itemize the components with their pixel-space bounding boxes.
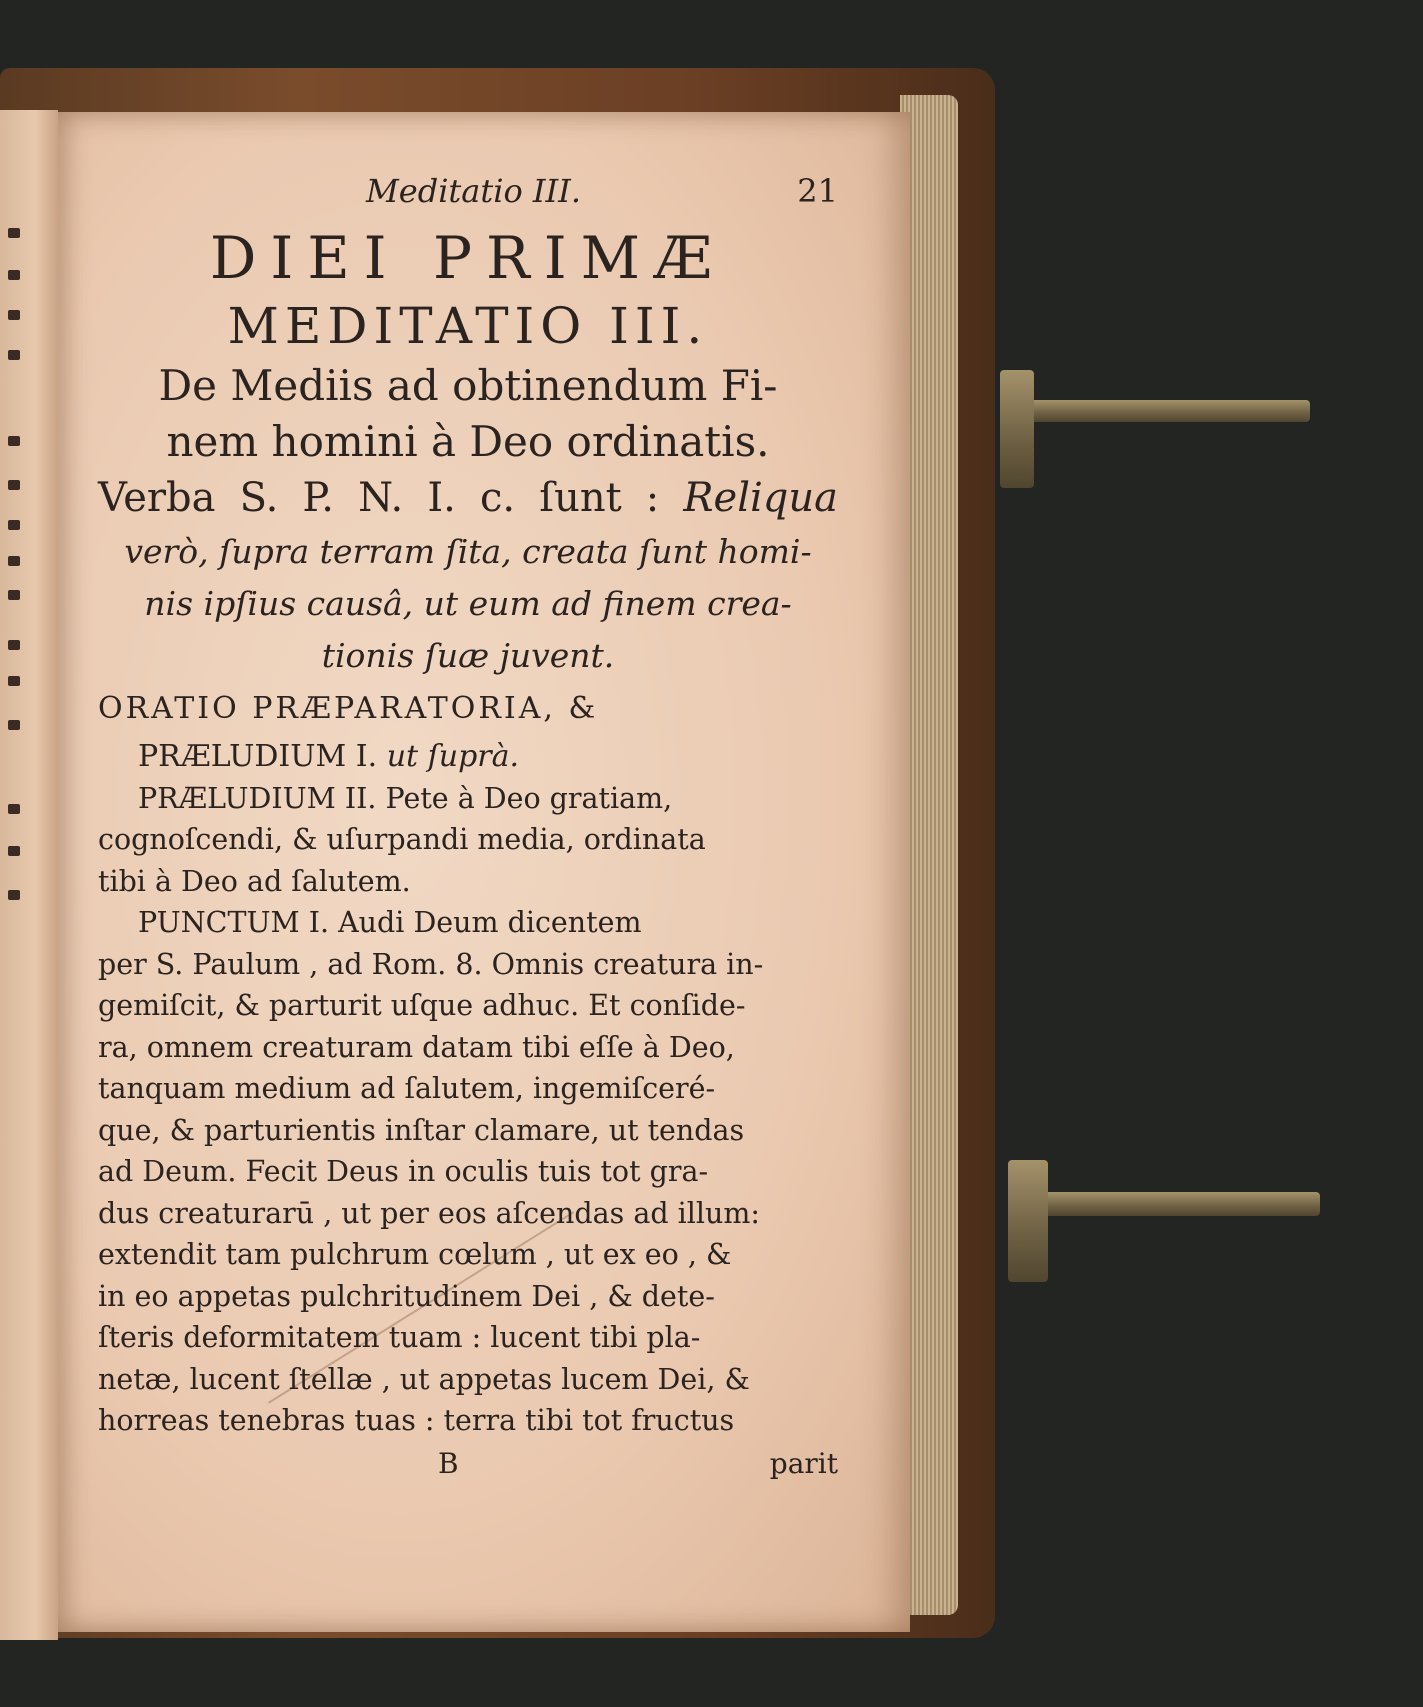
body-line: que, & parturientis inſtar clamare, ut tendas: [98, 1113, 745, 1147]
title-line-1: DIEI PRIMÆ: [209, 224, 727, 292]
page-text: [98, 172, 838, 1486]
epigraph-line-4: tionis ſuæ juvent.: [321, 636, 615, 675]
subtitle-line-2: nem homini à Deo ordinatis.: [166, 417, 770, 466]
subtitle-line-1: De Mediis ad obtinendum Fi-: [158, 361, 778, 410]
body-line: netæ, lucent ſtellæ , ut appetas lucem Dei, &: [98, 1362, 750, 1396]
body-line: tibi à Deo ad ſalutem.: [98, 864, 411, 898]
body-line: dus creaturarū , ut per eos aſcendas ad illum:: [98, 1196, 760, 1230]
signature-mark: B: [438, 1446, 459, 1480]
printed-page: [58, 112, 910, 1632]
body-line: cognoſcendi, & uſurpandi media, ordinata: [98, 823, 706, 856]
preludium-1: [98, 736, 838, 778]
preludium-1-label: PRÆLUDIUM I.: [138, 739, 387, 774]
body-line: ad Deum. Fecit Deus in oculis tuis tot gra-: [98, 1155, 709, 1188]
epigraph-lead: Verba S. P. N. I. c. ſunt :: [98, 475, 684, 521]
epigraph-line-3: nis ipſius causâ, ut eum ad finem crea-: [144, 584, 792, 623]
body-line: per S. Paulum , ad Rom. 8. Omnis creatura in-: [98, 947, 764, 981]
running-head-title: Meditatio III.: [366, 172, 581, 210]
page-footer: [98, 1442, 838, 1486]
body-line: extendit tam pulchrum cœlum , ut ex eo , &: [98, 1238, 732, 1271]
page-number: 21: [797, 172, 838, 210]
body-line: in eo appetas pulchritudinem Dei , & dete-: [98, 1279, 715, 1313]
body-line: PUNCTUM I. Audi Deum dicentem: [138, 906, 642, 939]
facing-page-edge: [0, 110, 58, 1640]
body-line: ſteris deformitatem tuam : lucent tibi pla-: [98, 1321, 701, 1354]
epigraph-lead-italic: Reliqua: [683, 475, 838, 521]
epigraph-line-2: verò, ſupra terram ſita, creata ſunt homi-: [124, 532, 812, 571]
body-line: tanquam medium ad ſalutem, ingemiſceré-: [98, 1072, 716, 1105]
running-head: [98, 172, 838, 222]
title-line-2: MEDITATIO III.: [227, 297, 709, 355]
body-line: ra, omnem creaturam datam tibi eſſe à Deo,: [98, 1030, 735, 1064]
preludium-1-rest: ut ſuprà.: [386, 739, 520, 774]
body-line: PRÆLUDIUM II. Pete à Deo gratiam,: [138, 781, 673, 815]
epigraph-line-1: [98, 470, 838, 526]
oratio-line: ORATIO PRÆPARATORIA, &: [98, 691, 599, 726]
body-line: gemiſcit, & parturit uſque adhuc. Et conſide-: [98, 989, 746, 1022]
body-line: horreas tenebras tuas : terra tibi tot fructus: [98, 1404, 735, 1437]
catchword: parit: [769, 1446, 838, 1480]
